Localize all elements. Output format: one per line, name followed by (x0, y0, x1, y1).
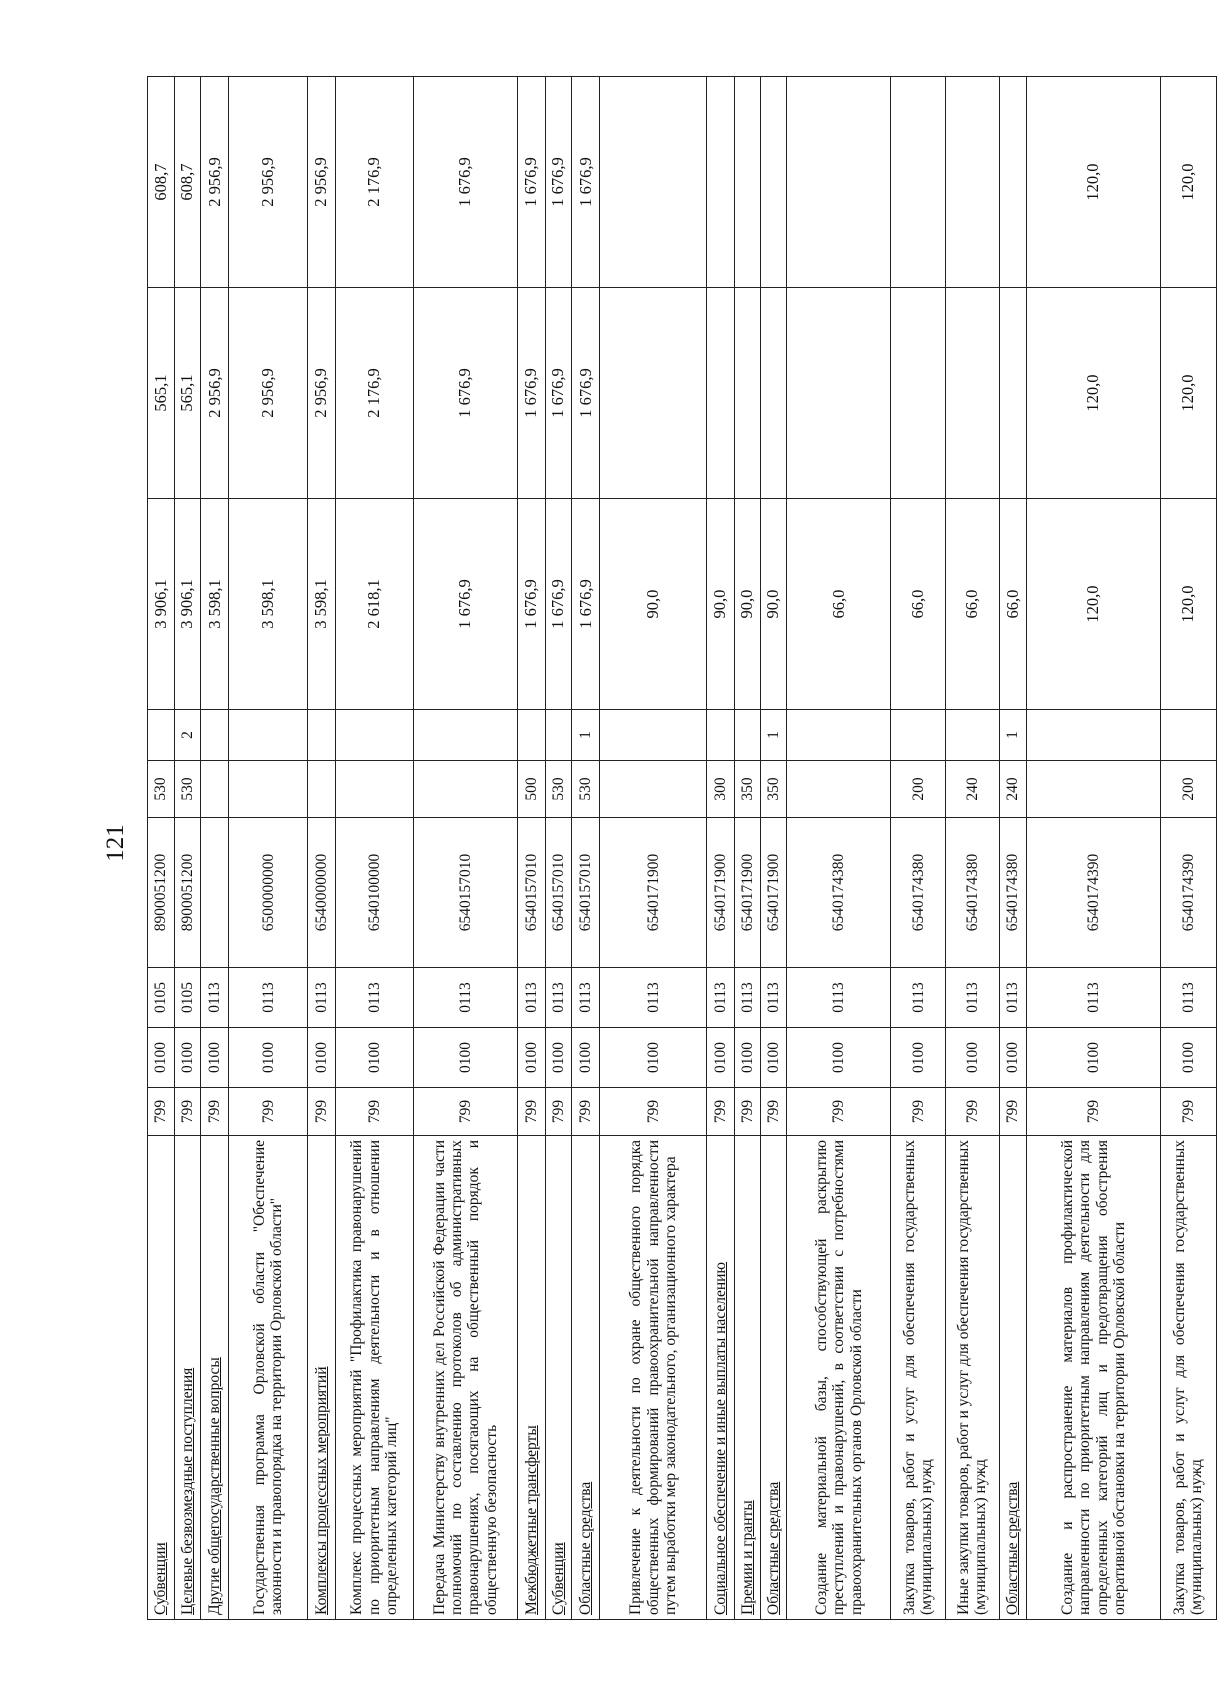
ved-code-cell: 799 (545, 1088, 572, 1136)
row-name-cell: Субвенции (148, 1136, 175, 1620)
amount-year3-cell (787, 77, 891, 288)
ved-code-cell: 799 (891, 1088, 946, 1136)
amount-year3-cell (999, 77, 1027, 288)
funding-source-cell: 1 (999, 710, 1027, 761)
section-code-cell: 0100 (413, 1028, 517, 1088)
amount-year2-cell: 2 176,9 (336, 288, 414, 499)
row-name-cell: Другие общегосударственные вопросы (201, 1136, 229, 1620)
ved-code-cell: 799 (201, 1088, 229, 1136)
subsection-code-cell: 0113 (545, 968, 572, 1028)
ved-code-cell: 799 (174, 1088, 201, 1136)
row-name-cell: Создание и распространение материалов профилактической направленности по приоритетным направлениям деятельности для определенных категорий лиц и предотвращения обострения оперативной обстановки на территории Орловской области (1027, 1136, 1160, 1620)
amount-year1-cell: 90,0 (735, 499, 760, 710)
amount-year1-cell: 2 618,1 (336, 499, 414, 710)
section-code-cell: 0100 (174, 1028, 201, 1088)
subsection-code-cell: 0113 (1160, 968, 1216, 1028)
amount-year3-cell: 608,7 (174, 77, 201, 288)
table-row (891, 77, 946, 1620)
funding-source-cell (336, 710, 414, 761)
section-code-cell: 0100 (1160, 1028, 1216, 1088)
target-article-cell: 6540171900 (760, 818, 787, 968)
funding-source-cell: 2 (174, 710, 201, 761)
section-code-cell: 0100 (517, 1028, 545, 1088)
row-name-cell: Комплексы процессных мероприятий (308, 1136, 336, 1620)
expense-type-cell: 240 (946, 761, 999, 818)
funding-source-cell (946, 710, 999, 761)
amount-year3-cell (760, 77, 787, 288)
amount-year3-cell (735, 77, 760, 288)
ved-code-cell: 799 (148, 1088, 175, 1136)
amount-year1-cell: 90,0 (707, 499, 735, 710)
budget-table (147, 76, 1217, 1620)
amount-year1-cell: 66,0 (999, 499, 1027, 710)
row-name-cell: Социальное обеспечение и иные выплаты населению (707, 1136, 735, 1620)
amount-year2-cell (787, 288, 891, 499)
ved-code-cell: 799 (735, 1088, 760, 1136)
subsection-code-cell: 0113 (229, 968, 308, 1028)
target-article-cell: 8900051200 (148, 818, 175, 968)
page-number: 121 (102, 824, 129, 862)
subsection-code-cell: 0113 (308, 968, 336, 1028)
subsection-code-cell: 0105 (174, 968, 201, 1028)
amount-year3-cell: 2 956,9 (308, 77, 336, 288)
table-row (572, 77, 600, 1620)
target-article-cell: 6540157010 (572, 818, 600, 968)
subsection-code-cell: 0113 (707, 968, 735, 1028)
section-code-cell: 0100 (760, 1028, 787, 1088)
funding-source-cell (545, 710, 572, 761)
funding-source-cell: 1 (572, 710, 600, 761)
subsection-code-cell: 0113 (413, 968, 517, 1028)
amount-year2-cell: 565,1 (174, 288, 201, 499)
section-code-cell: 0100 (201, 1028, 229, 1088)
expense-type-cell (201, 761, 229, 818)
row-name-cell: Областные средства (760, 1136, 787, 1620)
row-name-cell: Субвенции (545, 1136, 572, 1620)
target-article-cell: 6540157010 (517, 818, 545, 968)
amount-year1-cell: 3 906,1 (174, 499, 201, 710)
amount-year3-cell (707, 77, 735, 288)
section-code-cell: 0100 (1027, 1028, 1160, 1088)
expense-type-cell: 530 (545, 761, 572, 818)
funding-source-cell (707, 710, 735, 761)
amount-year2-cell (707, 288, 735, 499)
subsection-code-cell: 0113 (891, 968, 946, 1028)
amount-year2-cell (600, 288, 707, 499)
table-row (517, 77, 545, 1620)
rotated-sheet (147, 77, 1217, 1620)
amount-year1-cell: 66,0 (891, 499, 946, 710)
amount-year2-cell (735, 288, 760, 499)
row-name-cell: Областные средства (999, 1136, 1027, 1620)
funding-source-cell (787, 710, 891, 761)
expense-type-cell: 530 (174, 761, 201, 818)
subsection-code-cell: 0113 (735, 968, 760, 1028)
amount-year3-cell: 2 176,9 (336, 77, 414, 288)
amount-year1-cell: 3 598,1 (308, 499, 336, 710)
target-article-cell: 6540171900 (600, 818, 707, 968)
subsection-code-cell: 0113 (572, 968, 600, 1028)
table-row (946, 77, 999, 1620)
subsection-code-cell: 0113 (600, 968, 707, 1028)
amount-year3-cell: 1 676,9 (545, 77, 572, 288)
amount-year2-cell: 120,0 (1027, 288, 1160, 499)
expense-type-cell: 350 (735, 761, 760, 818)
row-name-cell: Закупка товаров, работ и услуг для обеспечения государственных (муниципальных) нужд (891, 1136, 946, 1620)
ved-code-cell: 799 (572, 1088, 600, 1136)
expense-type-cell: 530 (572, 761, 600, 818)
amount-year2-cell: 2 956,9 (201, 288, 229, 499)
expense-type-cell: 530 (148, 761, 175, 818)
target-article-cell: 8900051200 (174, 818, 201, 968)
funding-source-cell (600, 710, 707, 761)
funding-source-cell (891, 710, 946, 761)
amount-year3-cell: 608,7 (148, 77, 175, 288)
amount-year2-cell: 1 676,9 (517, 288, 545, 499)
table-row (201, 77, 229, 1620)
section-code-cell: 0100 (600, 1028, 707, 1088)
row-name-cell: Создание материальной базы, способствующей раскрытию преступлений и правонарушений, в соответствии с потребностями правоохранительных органов Орловской области (787, 1136, 891, 1620)
funding-source-cell (735, 710, 760, 761)
expense-type-cell (787, 761, 891, 818)
amount-year3-cell (891, 77, 946, 288)
amount-year1-cell: 1 676,9 (572, 499, 600, 710)
subsection-code-cell: 0113 (787, 968, 891, 1028)
row-name-cell: Закупка товаров, работ и услуг для обеспечения государственных (муниципальных) нужд (1160, 1136, 1216, 1620)
amount-year1-cell: 1 676,9 (413, 499, 517, 710)
expense-type-cell (229, 761, 308, 818)
section-code-cell: 0100 (148, 1028, 175, 1088)
funding-source-cell (517, 710, 545, 761)
target-article-cell: 6540174390 (1027, 818, 1160, 968)
amount-year2-cell: 2 956,9 (308, 288, 336, 499)
amount-year2-cell: 120,0 (1160, 288, 1216, 499)
ved-code-cell: 799 (413, 1088, 517, 1136)
amount-year2-cell (946, 288, 999, 499)
table-row (760, 77, 787, 1620)
expense-type-cell: 200 (891, 761, 946, 818)
amount-year2-cell: 565,1 (148, 288, 175, 499)
target-article-cell: 6500000000 (229, 818, 308, 968)
table-row (1160, 77, 1216, 1620)
expense-type-cell: 200 (1160, 761, 1216, 818)
subsection-code-cell: 0113 (999, 968, 1027, 1028)
ved-code-cell: 799 (1027, 1088, 1160, 1136)
table-row (707, 77, 735, 1620)
amount-year3-cell: 1 676,9 (572, 77, 600, 288)
ved-code-cell: 799 (336, 1088, 414, 1136)
expense-type-cell (413, 761, 517, 818)
funding-source-cell (413, 710, 517, 761)
subsection-code-cell: 0113 (760, 968, 787, 1028)
subsection-code-cell: 0113 (946, 968, 999, 1028)
amount-year3-cell: 120,0 (1027, 77, 1160, 288)
subsection-code-cell: 0113 (336, 968, 414, 1028)
table-row (545, 77, 572, 1620)
expense-type-cell (1027, 761, 1160, 818)
row-name-cell: Премии и гранты (735, 1136, 760, 1620)
section-code-cell: 0100 (735, 1028, 760, 1088)
row-name-cell: Комплекс процессных мероприятий "Профилактика правонарушений по приоритетным направлениям деятельности и в отношении определенных категорий лиц" (336, 1136, 414, 1620)
section-code-cell: 0100 (787, 1028, 891, 1088)
funding-source-cell: 1 (760, 710, 787, 761)
subsection-code-cell: 0113 (517, 968, 545, 1028)
expense-type-cell: 300 (707, 761, 735, 818)
table-row (735, 77, 760, 1620)
ved-code-cell: 799 (1160, 1088, 1216, 1136)
amount-year1-cell: 3 598,1 (229, 499, 308, 710)
funding-source-cell (229, 710, 308, 761)
ved-code-cell: 799 (999, 1088, 1027, 1136)
table-row (999, 77, 1027, 1620)
expense-type-cell (308, 761, 336, 818)
section-code-cell: 0100 (308, 1028, 336, 1088)
expense-type-cell: 240 (999, 761, 1027, 818)
row-name-cell: Целевые безвозмездные поступления (174, 1136, 201, 1620)
target-article-cell: 6540000000 (308, 818, 336, 968)
table-row (413, 77, 517, 1620)
funding-source-cell (148, 710, 175, 761)
target-article-cell (201, 818, 229, 968)
target-article-cell: 6540157010 (545, 818, 572, 968)
target-article-cell: 6540174380 (787, 818, 891, 968)
amount-year2-cell: 1 676,9 (413, 288, 517, 499)
target-article-cell: 6540174390 (1160, 818, 1216, 968)
table-row (787, 77, 891, 1620)
amount-year3-cell: 1 676,9 (517, 77, 545, 288)
section-code-cell: 0100 (999, 1028, 1027, 1088)
section-code-cell: 0100 (891, 1028, 946, 1088)
target-article-cell: 6540157010 (413, 818, 517, 968)
ved-code-cell: 799 (787, 1088, 891, 1136)
section-code-cell: 0100 (545, 1028, 572, 1088)
funding-source-cell (1160, 710, 1216, 761)
amount-year2-cell: 1 676,9 (572, 288, 600, 499)
amount-year3-cell (946, 77, 999, 288)
expense-type-cell: 350 (760, 761, 787, 818)
amount-year1-cell: 1 676,9 (517, 499, 545, 710)
table-row (229, 77, 308, 1620)
target-article-cell: 6540100000 (336, 818, 414, 968)
amount-year3-cell: 2 956,9 (229, 77, 308, 288)
amount-year1-cell: 120,0 (1027, 499, 1160, 710)
amount-year3-cell: 1 676,9 (413, 77, 517, 288)
funding-source-cell (308, 710, 336, 761)
table-row (336, 77, 414, 1620)
amount-year1-cell: 120,0 (1160, 499, 1216, 710)
ved-code-cell: 799 (760, 1088, 787, 1136)
amount-year1-cell: 1 676,9 (545, 499, 572, 710)
amount-year1-cell: 66,0 (787, 499, 891, 710)
amount-year3-cell: 120,0 (1160, 77, 1216, 288)
target-article-cell: 6540171900 (707, 818, 735, 968)
table-row (174, 77, 201, 1620)
subsection-code-cell: 0105 (148, 968, 175, 1028)
amount-year3-cell (600, 77, 707, 288)
amount-year1-cell: 3 598,1 (201, 499, 229, 710)
table-row (308, 77, 336, 1620)
amount-year1-cell: 90,0 (760, 499, 787, 710)
target-article-cell: 6540174380 (999, 818, 1027, 968)
expense-type-cell (600, 761, 707, 818)
section-code-cell: 0100 (707, 1028, 735, 1088)
section-code-cell: 0100 (946, 1028, 999, 1088)
section-code-cell: 0100 (229, 1028, 308, 1088)
amount-year2-cell: 2 956,9 (229, 288, 308, 499)
table-row (1027, 77, 1160, 1620)
ved-code-cell: 799 (229, 1088, 308, 1136)
amount-year2-cell (760, 288, 787, 499)
funding-source-cell (201, 710, 229, 761)
ved-code-cell: 799 (308, 1088, 336, 1136)
amount-year2-cell (891, 288, 946, 499)
amount-year2-cell (999, 288, 1027, 499)
table-row (600, 77, 707, 1620)
row-name-cell: Межбюджетные трансферты (517, 1136, 545, 1620)
expense-type-cell (336, 761, 414, 818)
section-code-cell: 0100 (336, 1028, 414, 1088)
amount-year1-cell: 66,0 (946, 499, 999, 710)
amount-year3-cell: 2 956,9 (201, 77, 229, 288)
ved-code-cell: 799 (600, 1088, 707, 1136)
amount-year1-cell: 3 906,1 (148, 499, 175, 710)
ved-code-cell: 799 (946, 1088, 999, 1136)
section-code-cell: 0100 (572, 1028, 600, 1088)
table-row (148, 77, 175, 1620)
ved-code-cell: 799 (517, 1088, 545, 1136)
amount-year1-cell: 90,0 (600, 499, 707, 710)
amount-year2-cell: 1 676,9 (545, 288, 572, 499)
ved-code-cell: 799 (707, 1088, 735, 1136)
subsection-code-cell: 0113 (201, 968, 229, 1028)
row-name-cell: Привлечение к деятельности по охране общественного порядка общественных формирований правоохранительной направленности путем выработки мер законодательного, организационного характера (600, 1136, 707, 1620)
funding-source-cell (1027, 710, 1160, 761)
row-name-cell: Государственная программа Орловской области "Обеспечение законности и правопорядка на территории Орловской области" (229, 1136, 308, 1620)
table-body (148, 77, 1217, 1620)
target-article-cell: 6540174380 (946, 818, 999, 968)
target-article-cell: 6540171900 (735, 818, 760, 968)
expense-type-cell: 500 (517, 761, 545, 818)
row-name-cell: Передача Министерству внутренних дел Российской Федерации части полномочий по составлению протоколов об административных правонарушениях, посягающих на общественный порядок и общественную безопасность (413, 1136, 517, 1620)
target-article-cell: 6540174380 (891, 818, 946, 968)
row-name-cell: Иные закупки товаров, работ и услуг для обеспечения государственных (муниципальных) нужд (946, 1136, 999, 1620)
row-name-cell: Областные средства (572, 1136, 600, 1620)
subsection-code-cell: 0113 (1027, 968, 1160, 1028)
